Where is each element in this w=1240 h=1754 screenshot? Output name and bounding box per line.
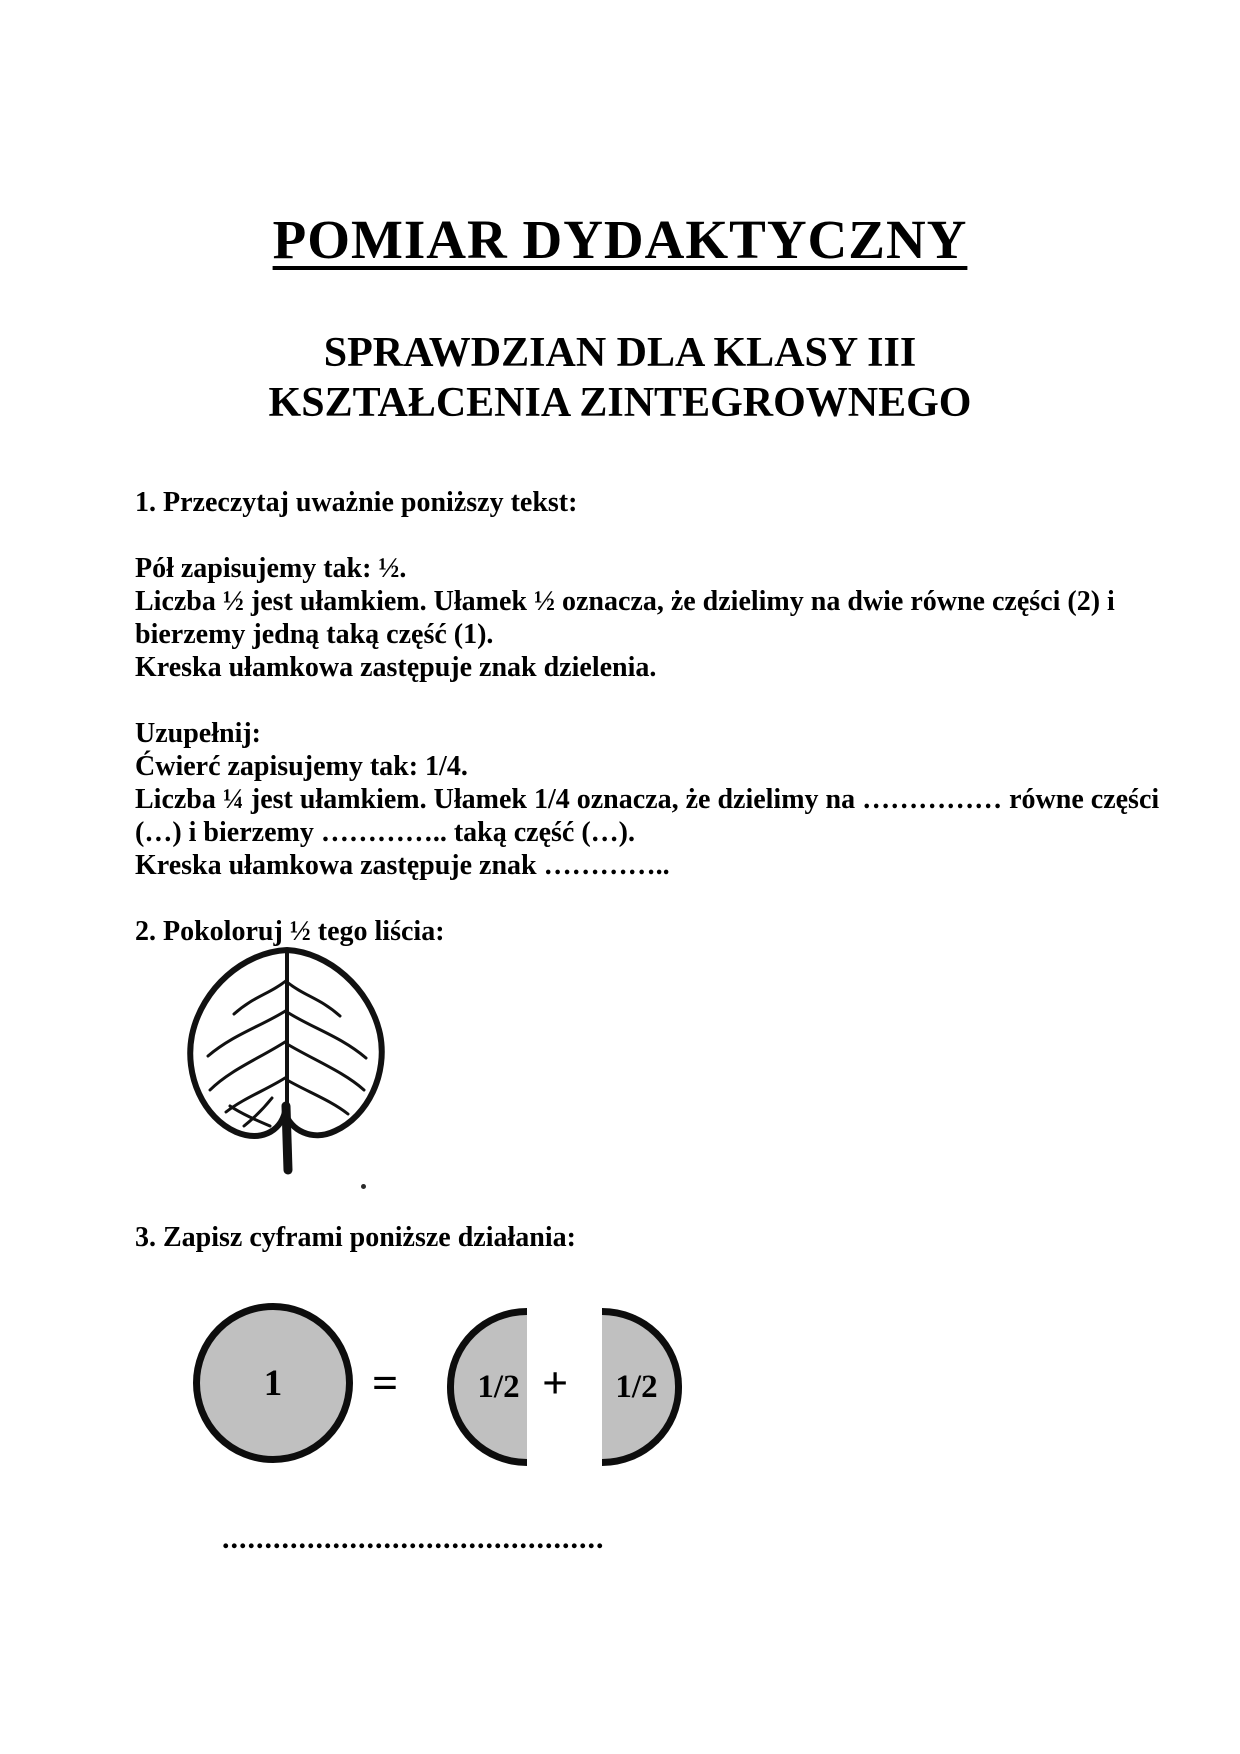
task1-intro-line: bierzemy jedną taką część (1).	[135, 619, 494, 650]
equals-sign: =	[372, 1357, 399, 1408]
answer-dots-line: .............................................	[222, 1522, 605, 1555]
task1-intro-line: Pół zapisujemy tak: ½.	[135, 553, 407, 584]
blank-line	[135, 519, 1180, 552]
page-title	[0, 208, 1240, 271]
plus-sign: +	[542, 1357, 569, 1408]
task1-intro-line: Liczba ½ jest ułamkiem. Ułamek ½ oznacza, że dzielimy na dwie równe części (2) i	[135, 586, 1115, 617]
page-subtitle	[0, 328, 1240, 428]
leaf-image	[172, 938, 404, 1176]
whole-circle-shape	[193, 1303, 353, 1463]
page-title-text: POMIAR DYDAKTYCZNY	[272, 209, 968, 270]
task2-heading: 2. Pokoloruj ½ tego liścia:	[135, 916, 445, 947]
stray-dot	[361, 1184, 366, 1189]
half-circle-right-shape	[602, 1308, 682, 1466]
task3-heading: 3. Zapisz cyframi poniższe działania:	[135, 1222, 576, 1253]
task1-fill-line: (…) i bierzemy ………….. taką część (…).	[135, 817, 635, 848]
task1-heading: 1. Przeczytaj uważnie poniższy tekst:	[135, 487, 578, 518]
half-circle-left-shape	[447, 1308, 527, 1466]
half-circle-right-value: 1/2	[615, 1368, 658, 1405]
task1-intro-line: Kreska ułamkowa zastępuje znak dzielenia.	[135, 652, 657, 683]
subtitle-line-2: KSZTAŁCENIA ZINTEGROWNEGO	[268, 380, 972, 426]
task1-section	[135, 486, 1180, 948]
half-circle-left-value: 1/2	[477, 1368, 520, 1405]
task1-fill-line: Liczba ¼ jest ułamkiem. Ułamek 1/4 oznacza, że dzielimy na …………… równe części	[135, 784, 1160, 815]
task1-fill-line: Kreska ułamkowa zastępuje znak …………..	[135, 850, 670, 881]
task1-fill-label: Uzupełnij:	[135, 718, 261, 749]
subtitle-line-1: SPRAWDZIAN DLA KLASY III	[323, 330, 917, 376]
blank-line	[135, 882, 1180, 915]
task1-fill-line: Ćwierć zapisujemy tak: 1/4.	[135, 751, 468, 782]
blank-line	[135, 684, 1180, 717]
whole-circle-value: 1	[263, 1362, 283, 1404]
